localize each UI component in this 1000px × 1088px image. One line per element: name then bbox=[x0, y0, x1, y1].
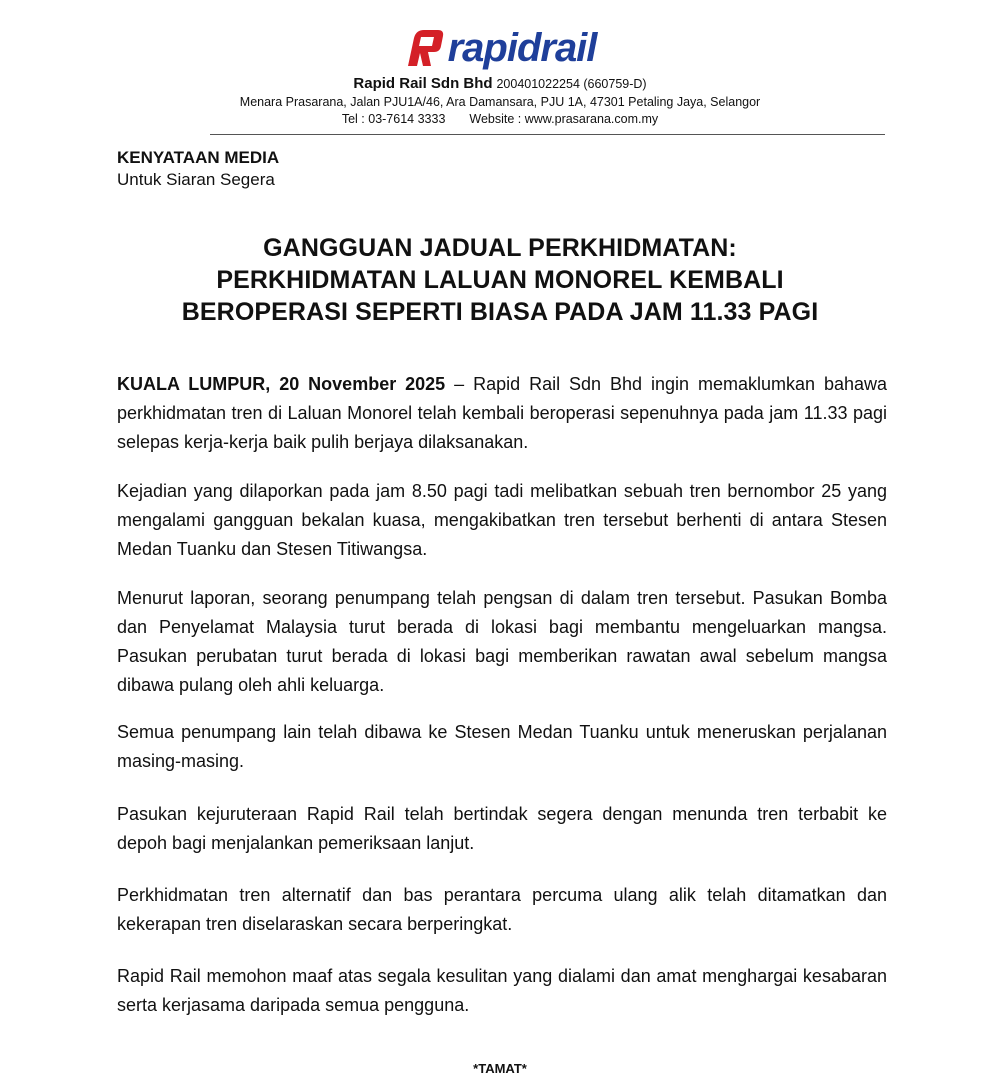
logo-text: rapidrail bbox=[447, 25, 597, 70]
paragraph-3: Menurut laporan, seorang penumpang telah pengsan di dalam tren tersebut. Pasukan Bomba dan Penyelamat Malaysia turut berada di lokasi bagi membantu mengeluarkan mangsa. Pasukan perubatan turut berada di lokasi bagi memberikan rawatan awal sebelum mangsa dibawa pulang oleh ahli keluarga. bbox=[117, 588, 887, 695]
headline bbox=[0, 232, 1000, 328]
release-note: Untuk Siaran Segera bbox=[117, 170, 275, 189]
paragraph-4: Semua penumpang lain telah dibawa ke Stesen Medan Tuanku untuk meneruskan perjalanan masing-masing. bbox=[117, 722, 887, 771]
company-registration: 200401022254 (660759-D) bbox=[496, 77, 647, 91]
headline-line-1: GANGGUAN JADUAL PERKHIDMATAN: bbox=[263, 234, 737, 262]
company-logo bbox=[0, 22, 1000, 74]
paragraph-1 bbox=[117, 370, 887, 457]
headline-line-3: BEROPERASI SEPERTI BIASA PADA JAM 11.33 PAGI bbox=[181, 298, 819, 326]
paragraph-7: Rapid Rail memohon maaf atas segala kesulitan yang dialami dan amat menghargai kesabaran serta kerjasama daripada semua pengguna. bbox=[117, 966, 887, 1015]
headline-line-2: PERKHIDMATAN LALUAN MONOREL KEMBALI bbox=[216, 266, 784, 294]
company-name-line bbox=[0, 75, 1000, 92]
dateline: KUALA LUMPUR, 20 November 2025 bbox=[117, 374, 446, 394]
paragraph-5: Pasukan kejuruteraan Rapid Rail telah bertindak segera dengan menunda tren terbabit ke depoh bagi menjalankan pemeriksaan lanjut. bbox=[117, 804, 887, 853]
paragraph-6: Perkhidmatan tren alternatif dan bas perantara percuma ulang alik telah ditamatkan dan kekerapan tren diselaraskan secara berperingkat. bbox=[117, 885, 887, 934]
header-divider bbox=[210, 134, 885, 135]
rapidrail-logo-mark-icon bbox=[404, 26, 446, 70]
contact-line bbox=[0, 112, 1000, 126]
telephone: Tel : 03-7614 3333 bbox=[341, 112, 446, 126]
paragraph-1-text: – Rapid Rail Sdn Bhd ingin memaklumkan bahawa perkhidmatan tren di Laluan Monorel telah kembali beroperasi sepenuhnya pada jam 11.33 pagi selepas kerja-kerja baik pulih berjaya dilaksanakan. bbox=[117, 374, 887, 452]
end-mark: *TAMAT* bbox=[473, 1061, 527, 1076]
statement-type: KENYATAAN MEDIA bbox=[117, 148, 280, 167]
website: Website : www.prasarana.com.my bbox=[469, 112, 659, 126]
company-name: Rapid Rail Sdn Bhd bbox=[353, 75, 493, 92]
company-address: Menara Prasarana, Jalan PJU1A/46, Ara Damansara, PJU 1A, 47301 Petaling Jaya, Selangor bbox=[239, 95, 761, 109]
paragraph-2: Kejadian yang dilaporkan pada jam 8.50 pagi tadi melibatkan sebuah tren bernombor 25 yang mengalami gangguan bekalan kuasa, mengakibatkan tren tersebut berhenti di antara Stesen Medan Tuanku dan Stesen Titiwangsa. bbox=[117, 481, 887, 559]
